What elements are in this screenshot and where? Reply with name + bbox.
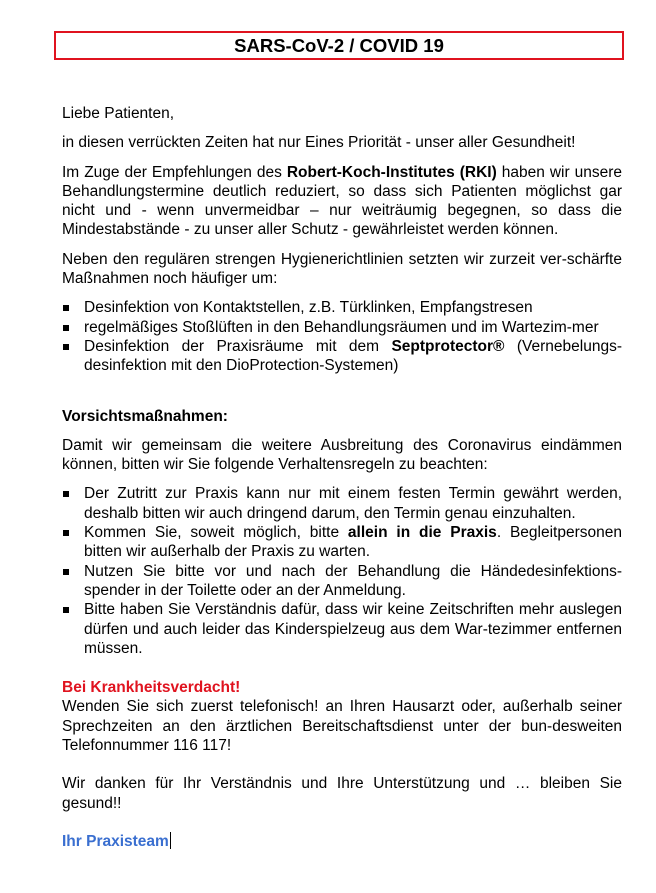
text-cursor xyxy=(170,832,171,849)
signature-line xyxy=(62,832,622,851)
thanks-paragraph: Wir danken für Ihr Verständnis und Ihre Unterstützung und … bleiben Sie gesund!! xyxy=(62,775,622,812)
rule-text-after: . Begleitpersonen bitten wir außerhalb der Praxis zu warten. xyxy=(84,524,622,561)
rki-text-before: Im Zuge der Empfehlungen des xyxy=(62,163,287,181)
list-item xyxy=(62,337,622,376)
list-item xyxy=(62,523,622,562)
rule-text-before: Kommen Sie, soweit möglich, bitte xyxy=(84,524,348,542)
measure-text-after: (Vernebelungs-desinfektion mit den DioProtection-Systemen) xyxy=(84,337,622,375)
list-item: regelmäßiges Stoßlüften in den Behandlungsräumen und im Wartezim-mer xyxy=(62,318,622,337)
illness-paragraph: Wenden Sie sich zuerst telefonisch! an Ihren Hausarzt oder, außerhalb seiner Sprechzeiten an den ärztlichen Bereitschaftsdienst unter der bun-desweiten Telefonnummer 116 117! xyxy=(62,698,622,755)
greeting: Liebe Patienten, xyxy=(62,105,175,122)
rki-bold: Robert-Koch-Institutes (RKI) xyxy=(286,163,497,181)
measure-text-before: Desinfektion der Praxisräume mit dem xyxy=(84,337,392,355)
list-item: Desinfektion von Kontaktstellen, z.B. Türklinken, Empfangstresen xyxy=(62,298,622,317)
list-item: Nutzen Sie bitte vor und nach der Behandlung die Händedesinfektions-spender in der Toilette oder an der Anmeldung. xyxy=(62,562,622,601)
intro-paragraph: in diesen verrückten Zeiten hat nur Eines Priorität - unser aller Gesundheit! xyxy=(62,134,576,152)
illness-heading: Bei Krankheitsverdacht! xyxy=(62,679,241,697)
precautions-intro: Damit wir gemeinsam die weitere Ausbreitung des Coronavirus eindämmen können, bitten wir Sie folgende Verhaltensregeln zu beachten: xyxy=(62,436,622,474)
rule-bold: allein in die Praxis xyxy=(347,524,497,542)
rki-paragraph xyxy=(62,163,622,240)
measures-list xyxy=(62,298,622,375)
precautions-heading: Vorsichtsmaßnahmen: xyxy=(62,407,228,425)
signature: Ihr Praxisteam xyxy=(62,832,169,850)
hygiene-intro: Neben den regulären strengen Hygienerichtlinien setzten wir zurzeit ver-schärfte Maßnahmen noch häufiger um: xyxy=(62,250,622,288)
rki-text-after: haben wir unsere Behandlungstermine deutlich reduziert, so dass sich Patienten möglichst gar nicht und - wenn unvermeidbar – nur weiträumig begegnen, so dass die Mindestabstände - zu unser aller Schutz - gewährleistet werden können. xyxy=(62,163,622,239)
measure-bold: Septprotector® xyxy=(391,337,505,355)
list-item: Bitte haben Sie Verständnis dafür, dass wir keine Zeitschriften mehr auslegen dürfen und auch leider das Kinderspielzeug aus dem War-tezimmer entfernen müssen. xyxy=(62,600,622,658)
rules-list xyxy=(62,484,622,658)
list-item: Der Zutritt zur Praxis kann nur mit einem festen Termin gewährt werden, deshalb bitten wir auch dringend darum, den Termin genau einzuhalten. xyxy=(62,484,622,523)
document-title: SARS-CoV-2 / COVID 19 xyxy=(54,31,624,60)
document-body xyxy=(62,104,622,851)
